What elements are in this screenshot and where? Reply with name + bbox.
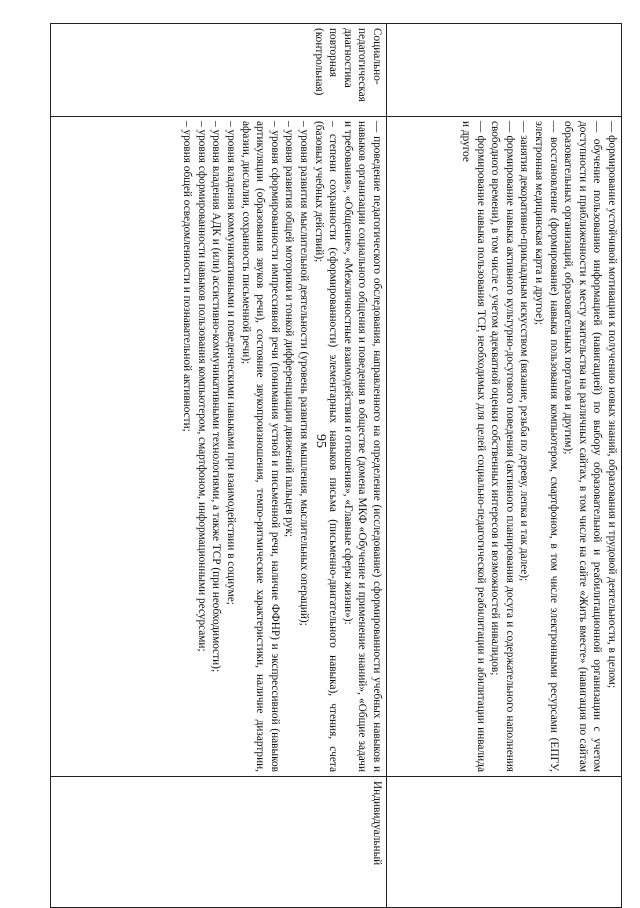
content-cell (51, 117, 387, 777)
list-item: — восстановление (формирование) навыка пользования компьютером, смартфоном, в том числе электронными ресурсами (ЕПГУ, электронная медицинская карта и другое); (533, 121, 560, 772)
list-item: — формирование навыка активного культурно-досугового поведения (активного планирования досуга и содержательного наполнения свободного времени), в том числе с учетом адекватной оценки собственных интересов и возможностей инвалидов; (489, 121, 516, 772)
list-item: — обучение пользованию информацией (навигацией) по выбору образовательной и реабилитационной организации с учетом доступности и приближенности к месту жительства на различных сайтах, в том числе на сайте «Жить вместе» (навигация по сайтам образовательных организаций, образовательных порталов и другим); (562, 121, 604, 772)
list-item: — формирование навыка пользования ТСР, необходимых для целей социально-педагогической реабилитации и абилитации инвалида и другое (460, 121, 487, 772)
page-number: 95 (313, 434, 328, 448)
list-item: – уровня сформированности импрессивной речи (понимания устной и письменной речи, наличие ФФНР) и экспрессивной (навыков артикуляции (образования звуков речи), состояние звукопроизношения, темпо-ритмические характеристики, наличие дизартрии, афазии, дислалии, сохранность письменной речи); (239, 121, 281, 772)
list-item: — проведение педагогического обследования, направленного на определение (исследование) сформированности учебных навыков и навыков организации социального общения и поведения в обществе (домена МКФ «Обучение и применение знаний», «Общие задачи и требования», «Общение», «Межличностные взаимодействия и отношения», «Главные сферы жизни»): (341, 121, 383, 772)
list-item: — формирование устойчивой мотивации к получению новых знаний, образования и трудовой деятельности, в целом; (606, 121, 618, 689)
form-cell: Индивидуальный (51, 777, 387, 908)
list-item: — занятия декоративно-прикладным искусством (вязание, резьба по дереву, лепка и так далее); (518, 121, 531, 582)
list-item: – уровня развития мыслительной деятельности (уровень развития мышления, мыслительных операций); (298, 121, 311, 626)
table-row (51, 24, 387, 908)
rotated-page-content (57, 23, 622, 880)
list-item: – уровня развития общей моторики и тонкой дифференциации движений пальцев рук; (283, 121, 296, 538)
program-table (50, 23, 622, 908)
form-cell (387, 777, 622, 908)
content-cell (387, 117, 622, 777)
stage-cell (387, 24, 622, 117)
list-item: – уровня сформированности навыков пользования компьютером, смартфоном, информационными ресурсами; (195, 121, 208, 652)
list-item: – степени сохранности (сформированности) элементарных навыков письма (письменно-двигательного навыка), чтения, счета (базовых учебных действий); (312, 121, 340, 772)
stage-cell: Социально-педагогическая диагностика повторная (контрольная) (51, 24, 387, 117)
list-item: – уровня владения АДК и (или) ассистивно-коммуникативными технологиями, а также ТСР (при необходимости); (210, 121, 223, 673)
table-row (387, 24, 622, 908)
list-item: – уровня владения коммуникативными и поведенческими навыками при взаимодействии в социуме; (225, 121, 238, 605)
list-item: – уровня общей осведомленности и познавательной активности; (181, 121, 194, 432)
